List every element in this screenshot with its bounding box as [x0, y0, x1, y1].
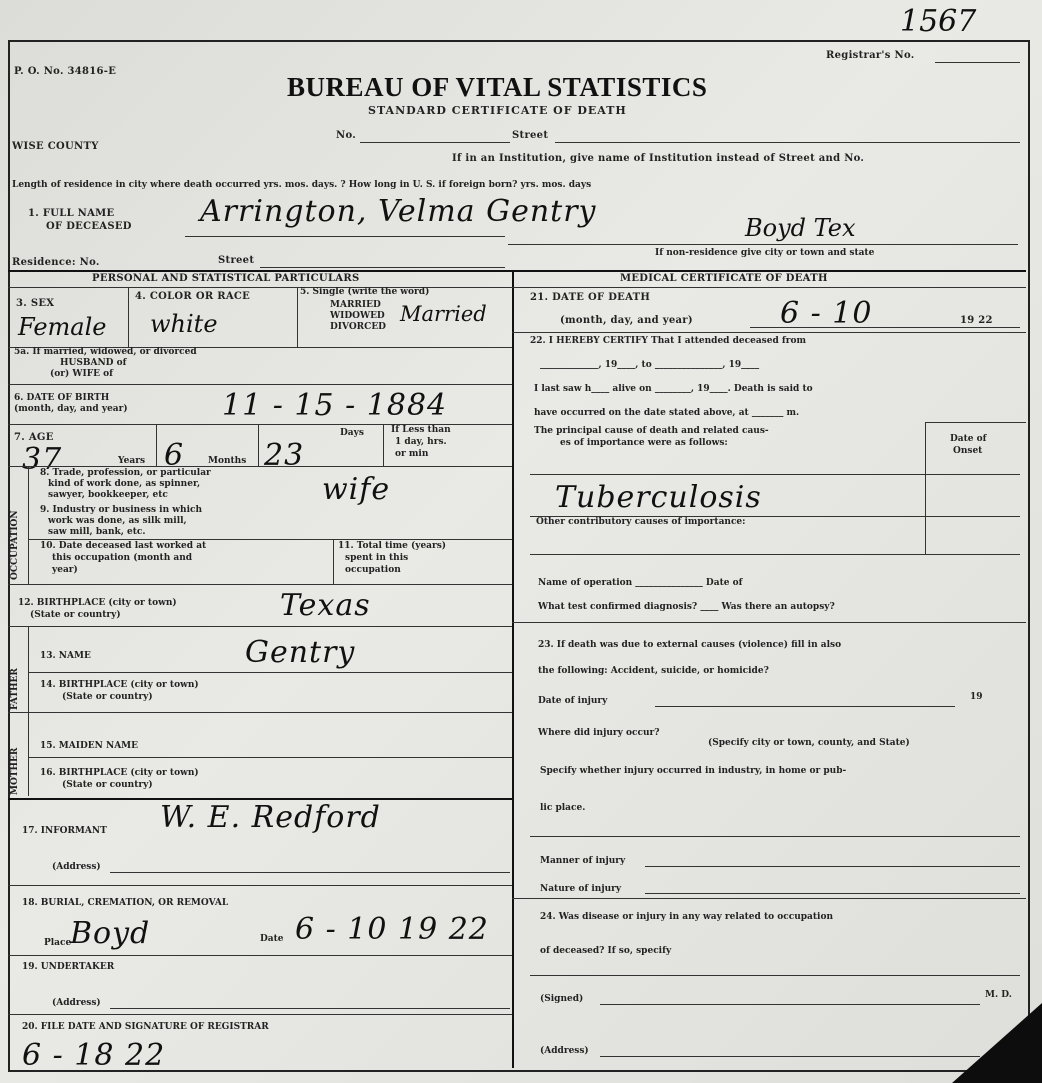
industry-question-1: Specify whether injury occurred in industry, in home or pub- [540, 766, 847, 776]
no-label: No. [336, 130, 357, 141]
burial-label: 18. BURIAL, CREMATION, OR REMOVAL [22, 898, 229, 908]
years-label: Years [118, 456, 146, 466]
spouse-label-3: (or) WIFE of [50, 369, 113, 379]
informant-label: 17. INFORMANT [22, 826, 107, 836]
full-name-label-2: OF DECEASED [46, 221, 132, 232]
certify-line-3: I last saw h____ alive on ________, 19____. Death is said to [534, 384, 813, 394]
residence-length: Length of residence in city where death occurred yrs. mos. days. ? How long in U. S. if foreign born? yrs. mos. days [12, 180, 592, 190]
dod-year: 19 22 [960, 315, 993, 326]
certify-line-1: 22. I HEREBY CERTIFY That I attended deceased from [530, 336, 807, 346]
certify-line-2: _____________, 19____, to _______________, 19____ [540, 360, 760, 370]
occupation-value: wife [322, 472, 391, 507]
race-value: white [150, 310, 218, 338]
age-months: 6 [164, 438, 185, 473]
father-bp-label-1: 14. BIRTHPLACE (city or town) [40, 680, 199, 690]
md-label: M. D. [985, 990, 1012, 1000]
cause-label-2: es of importance were as follows: [560, 438, 728, 448]
deceased-location: Boyd Tex [745, 214, 856, 242]
burial-date-label: Date [260, 934, 284, 944]
contributory-label: Other contributory causes of importance: [536, 517, 746, 527]
mother-bp-label-1: 16. BIRTHPLACE (city or town) [40, 768, 199, 778]
age-label: 7. AGE [14, 432, 54, 443]
medical-address-label: (Address) [540, 1046, 589, 1056]
related-label-1: 24. Was disease or injury in any way related to occupation [540, 912, 834, 922]
medical-section-title: MEDICAL CERTIFICATE OF DEATH [620, 273, 828, 284]
dod-label-1: 21. DATE OF DEATH [530, 292, 651, 303]
certify-line-4: have occurred on the date stated above, at _______ m. [534, 408, 800, 418]
nature-label: Nature of injury [540, 884, 622, 894]
lastworked-label-2: this occupation (month and [52, 553, 193, 563]
occupation-side-label: OCCUPATION [10, 510, 20, 580]
father-name: Gentry [245, 635, 356, 670]
cause-value: Tuberculosis [555, 480, 762, 515]
manner-label: Manner of injury [540, 856, 626, 866]
personal-section-title: PERSONAL AND STATISTICAL PARTICULARS [92, 273, 360, 284]
spouse-label-1: 5a. If married, widowed, or divorced [14, 347, 197, 357]
lastworked-label-3: year) [52, 565, 78, 575]
street-label: Street [512, 130, 549, 141]
age-days: 23 [264, 438, 305, 473]
mother-maiden-label: 15. MAIDEN NAME [40, 741, 139, 751]
signed-label: (Signed) [540, 994, 584, 1004]
nonresidence-note: If non-residence give city or town and state [655, 248, 875, 258]
dod-value: 6 - 10 [780, 296, 873, 331]
document-title: BUREAU OF VITAL STATISTICS [287, 72, 708, 102]
operation-label: Name of operation _______________ Date of [538, 578, 743, 588]
marital-label-1: 5. Single (write the word) [300, 287, 430, 297]
where-label-1: Where did injury occur? [538, 728, 660, 738]
lessday-label-2: 1 day, hrs. [395, 437, 447, 447]
lastworked-label-1: 10. Date deceased last worked at [40, 541, 207, 551]
marital-label-3: WIDOWED [330, 311, 385, 321]
totaltime-label-2: spent in this [345, 553, 409, 563]
registrars-no-label: Registrar's No. [826, 50, 915, 61]
months-label: Months [208, 456, 247, 466]
undertaker-address-label: (Address) [52, 998, 101, 1008]
dark-corner [952, 1003, 1042, 1083]
birthplace-label-1: 12. BIRTHPLACE (city or town) [18, 598, 177, 608]
industry-label-3: saw mill, bank, etc. [48, 527, 146, 537]
burial-date: 6 - 10 19 22 [295, 912, 489, 947]
trade-label-1: 8. Trade, profession, or particular [40, 468, 211, 478]
full-name-label: 1. FULL NAME [28, 208, 115, 219]
institution-note: If in an Institution, give name of Institution instead of Street and No. [452, 153, 865, 164]
lessday-label-3: or min [395, 449, 429, 459]
injury-date-year: 19 [970, 692, 983, 702]
related-label-2: of deceased? If so, specify [540, 946, 672, 956]
dob-label-1: 6. DATE OF BIRTH [14, 393, 110, 403]
mother-side-label: MOTHER [10, 747, 20, 795]
date-onset-label-2: Onset [953, 446, 983, 456]
birthplace-value: Texas [280, 588, 371, 623]
spouse-label-2: HUSBAND of [60, 358, 127, 368]
industry-question-2: lic place. [540, 803, 586, 813]
burial-place-label: Place [44, 938, 72, 948]
father-side-label: FATHER [10, 668, 20, 710]
marital-label-4: DIVORCED [330, 322, 386, 332]
dod-label-2: (month, day, and year) [560, 315, 693, 326]
cause-label-1: The principal cause of death and related caus- [534, 426, 769, 436]
document-subtitle: STANDARD CERTIFICATE OF DEATH [368, 104, 627, 117]
informant-value: W. E. Redford [160, 800, 381, 835]
date-onset-label-1: Date of [950, 434, 987, 444]
father-bp-label-2: (State or country) [62, 692, 153, 702]
dob-value: 11 - 15 - 1884 [222, 388, 448, 423]
residence-no-label: Residence: No. [12, 257, 100, 268]
marital-label-2: MARRIED [330, 300, 381, 310]
mother-bp-label-2: (State or country) [62, 780, 153, 790]
sex-value: Female [18, 313, 107, 341]
where-label-2: (Specify city or town, county, and State) [708, 738, 910, 748]
external-label-1: 23. If death was due to external causes (violence) fill in also [538, 640, 842, 650]
days-label: Days [340, 428, 364, 438]
file-date: 6 - 18 22 [22, 1038, 166, 1073]
informant-address-label: (Address) [52, 862, 101, 872]
deceased-name: Arrington, Velma Gentry [200, 194, 597, 229]
trade-label-2: kind of work done, as spinner, [48, 479, 201, 489]
dob-label-2: (month, day, and year) [14, 404, 128, 414]
industry-label-2: work was done, as silk mill, [48, 516, 187, 526]
sex-label: 3. SEX [16, 298, 55, 309]
totaltime-label-1: 11. Total time (years) [338, 541, 447, 551]
registration-stamp: 1567 [900, 4, 977, 39]
trade-label-3: sawyer, bookkeeper, etc [48, 490, 168, 500]
age-years: 37 [22, 442, 63, 477]
marital-value: Married [400, 302, 487, 326]
race-label: 4. COLOR OR RACE [135, 291, 251, 302]
test-label: What test confirmed diagnosis? ____ Was there an autopsy? [538, 602, 835, 612]
po-number: P. O. No. 34816-E [14, 66, 117, 77]
external-label-2: the following: Accident, suicide, or homicide? [538, 666, 769, 676]
father-name-label: 13. NAME [40, 651, 91, 661]
birthplace-label-2: (State or country) [30, 610, 121, 620]
undertaker-label: 19. UNDERTAKER [22, 962, 115, 972]
filedate-label: 20. FILE DATE AND SIGNATURE OF REGISTRAR [22, 1022, 269, 1032]
injury-date-label: Date of injury [538, 696, 608, 706]
industry-label-1: 9. Industry or business in which [40, 505, 203, 515]
burial-place: Boyd [70, 916, 151, 951]
county-label: WISE COUNTY [12, 141, 99, 152]
totaltime-label-3: occupation [345, 565, 401, 575]
lessday-label-1: If Less than [391, 425, 451, 435]
residence-street-label: Street [218, 255, 255, 266]
